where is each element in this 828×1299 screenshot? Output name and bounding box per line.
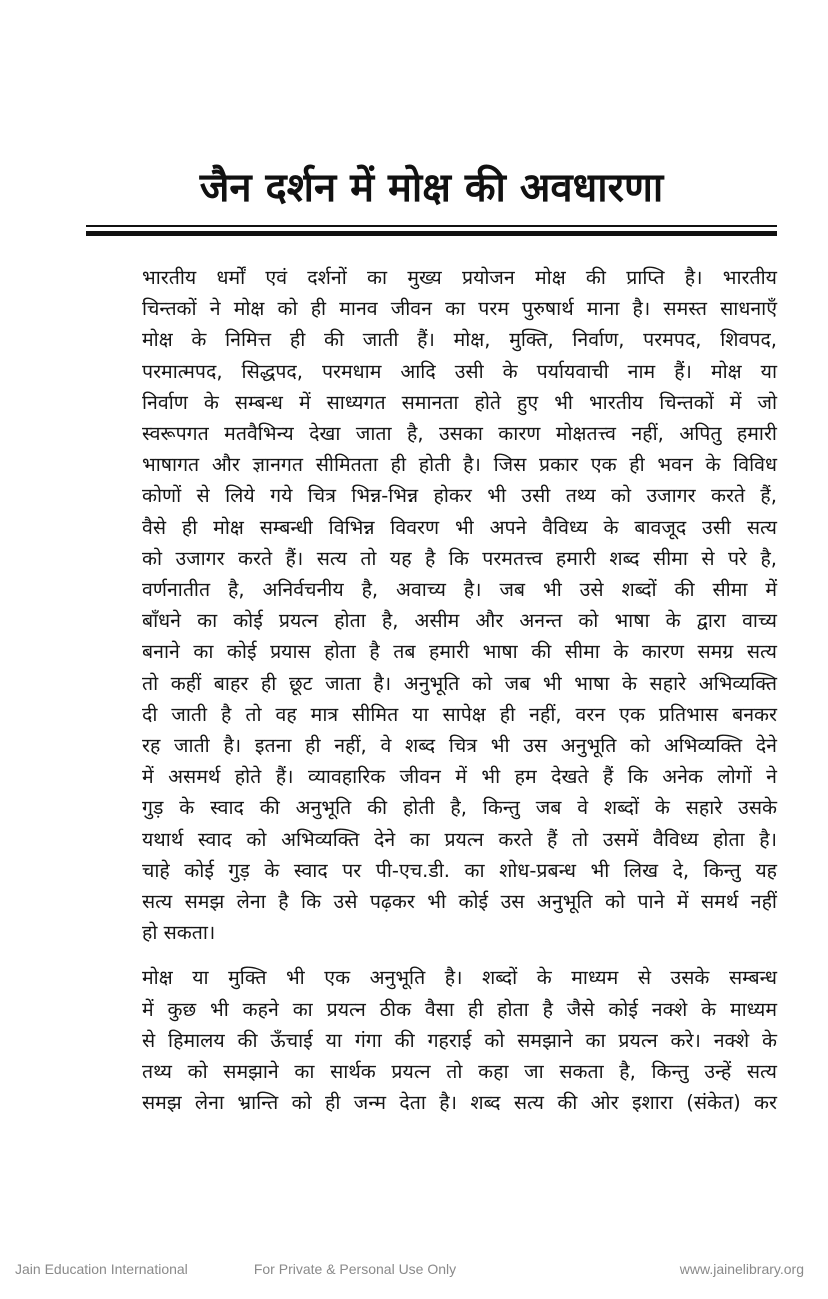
- footer-website-link[interactable]: www.jainelibrary.org: [679, 1261, 804, 1277]
- title-rule-thick: [86, 231, 777, 236]
- page-footer: [0, 1261, 828, 1281]
- text-line: रह जाती है। इतना ही नहीं, वे शब्द चित्र भी उस अनुभूति को अभिव्यक्ति देने: [142, 734, 777, 758]
- text-line: तथ्य को समझाने का सार्थक प्रयत्न तो कहा जा सकता है, किन्तु उन्हें सत्य: [142, 1060, 777, 1084]
- text-line: तो कहीं बाहर ही छूट जाता है। अनुभूति को जब भी भाषा के सहारे अभिव्यक्ति: [142, 671, 777, 695]
- text-line: भाषागत और ज्ञानगत सीमितता ही होती है। जिस प्रकार एक ही भवन के विविध: [142, 453, 777, 477]
- text-line: में कुछ भी कहने का प्रयत्न ठीक वैसा ही होता है जैसे कोई नक्शे के माध्यम: [142, 997, 777, 1021]
- paragraph-2: [80, 962, 777, 1118]
- text-line: भारतीय धर्मों एवं दर्शनों का मुख्य प्रयोजन मोक्ष की प्राप्ति है। भारतीय: [142, 266, 777, 289]
- text-line: गुड़ के स्वाद की अनुभूति की होती है, किन्तु जब वे शब्दों के सहारे उसके: [142, 796, 777, 820]
- page-title: जैन दर्शन में मोक्ष की अवधारणा: [199, 165, 664, 211]
- title-rule-thin: [86, 225, 777, 227]
- text-line: दी जाती है तो वह मात्र सीमित या सापेक्ष ही नहीं, वरन एक प्रतिभास बनकर: [142, 702, 777, 726]
- text-line: सत्य समझ लेना है कि उसे पढ़कर भी कोई उस अनुभूति को पाने में समर्थ नहीं: [142, 890, 777, 914]
- text-line: कोणों से लिये गये चित्र भिन्न-भिन्न होकर भी उसी तथ्य को उजागर करते हैं,: [142, 484, 777, 508]
- text-line: यथार्थ स्वाद को अभिव्यक्ति देने का प्रयत्न करते हैं तो उसमें वैविध्य होता है।: [142, 827, 777, 851]
- footer-usage-notice: For Private & Personal Use Only: [253, 1261, 457, 1277]
- text-line: मोक्ष या मुक्ति भी एक अनुभूति है। शब्दों के माध्यम से उसके सम्बन्ध: [142, 966, 777, 990]
- text-line: हो सकता।: [142, 921, 216, 945]
- text-line: समझ लेना भ्रान्ति को ही जन्म देता है। शब्द सत्य की ओर इशारा (संकेत) कर: [142, 1091, 777, 1115]
- text-line: में असमर्थ होते हैं। व्यावहारिक जीवन में भी हम देखते हैं कि अनेक लोगों ने: [142, 765, 777, 789]
- body-text: [80, 262, 777, 1118]
- text-line: से हिमालय की ऊँचाई या गंगा की गहराई को समझाने का प्रयत्न करे। नक्शे के: [142, 1028, 777, 1052]
- text-line: परमात्मपद, सिद्धपद, परमधाम आदि उसी के पर्यायवाची नाम हैं। मोक्ष या: [142, 359, 777, 383]
- text-line: निर्वाण के सम्बन्ध में साध्यगत समानता होते हुए भी भारतीय चिन्तकों में जो: [142, 390, 777, 414]
- text-line: बनाने का कोई प्रयास होता है तब हमारी भाषा की सीमा के कारण समग्र सत्य: [142, 640, 777, 664]
- footer-publisher: Jain Education International: [15, 1261, 188, 1277]
- text-line: स्वरूपगत मतवैभिन्य देखा जाता है, उसका कारण मोक्षतत्त्व नहीं, अपितु हमारी: [142, 422, 777, 446]
- text-line: वैसे ही मोक्ष सम्बन्धी विभिन्न विवरण भी अपने वैविध्य के बावजूद उसी सत्य: [142, 515, 777, 539]
- text-line: मोक्ष के निमित्त ही की जाती हैं। मोक्ष, मुक्ति, निर्वाण, परमपद, शिवपद,: [142, 328, 777, 352]
- text-line: चिन्तकों ने मोक्ष को ही मानव जीवन का परम पुरुषार्थ माना है। समस्त साधनाएँ: [142, 297, 777, 321]
- text-line: को उजागर करते हैं। सत्य तो यह है कि परमतत्त्व हमारी शब्द सीमा से परे है,: [142, 546, 777, 570]
- paragraph-1: [80, 262, 777, 948]
- text-line: चाहे कोई गुड़ के स्वाद पर पी-एच.डी. का शोध-प्रबन्ध भी लिख दे, किन्तु यह: [142, 858, 777, 882]
- text-line: वर्णनातीत है, अनिर्वचनीय है, अवाच्य है। जब भी उसे शब्दों की सीमा में: [142, 578, 777, 602]
- text-line: बाँधने का कोई प्रयत्न होता है, असीम और अनन्त को भाषा के द्वारा वाच्य: [142, 609, 777, 633]
